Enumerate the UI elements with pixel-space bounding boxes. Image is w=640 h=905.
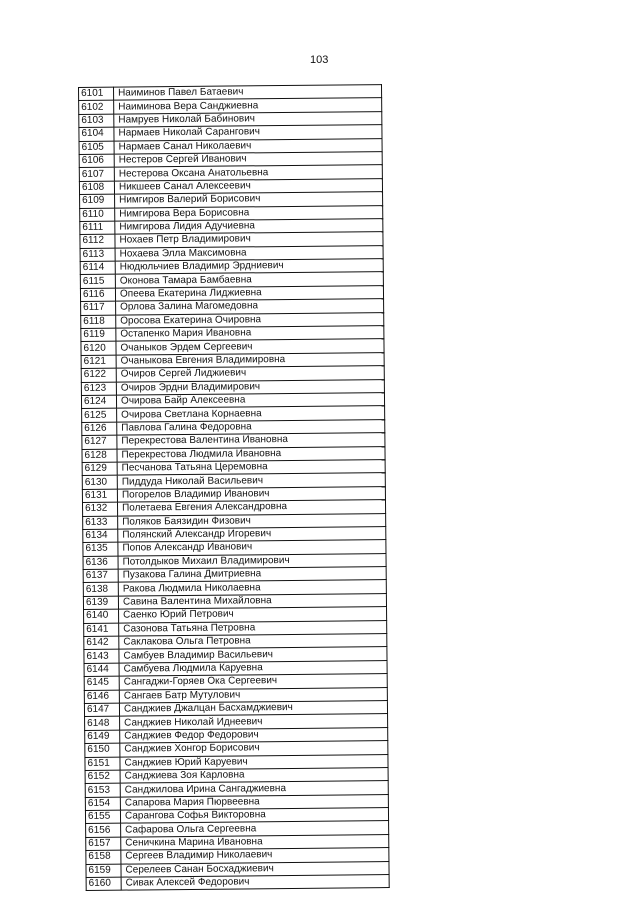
row-number: 6109 <box>80 194 115 208</box>
row-number: 6131 <box>82 489 117 503</box>
row-number: 6156 <box>86 824 121 838</box>
row-number: 6160 <box>86 877 121 891</box>
person-name: Остапенко Мария Ивановна <box>116 326 384 342</box>
person-name: Поляков Баязидин Физович <box>118 513 386 529</box>
person-name: Сангаев Батр Мутулович <box>119 687 387 703</box>
person-name: Оконова Тамара Бамбаевна <box>115 272 383 288</box>
row-number: 6155 <box>85 810 120 824</box>
row-number: 6116 <box>80 288 115 302</box>
person-name: Потолдыков Михаил Владимирович <box>118 553 386 569</box>
row-number: 6120 <box>81 342 116 356</box>
row-number: 6141 <box>84 623 119 637</box>
row-number: 6132 <box>82 502 117 516</box>
person-name: Нестерова Оксана Анатольевна <box>114 165 382 181</box>
row-number: 6106 <box>79 154 114 168</box>
person-name: Попов Александр Иванович <box>118 540 386 556</box>
person-name: Полянский Александр Игоревич <box>118 526 386 542</box>
row-number: 6135 <box>83 542 118 556</box>
row-number: 6136 <box>83 556 118 570</box>
person-name: Опеева Екатерина Лиджиевна <box>115 285 383 301</box>
person-name: Санджиев Федор Федорович <box>120 727 388 743</box>
row-number: 6102 <box>79 101 114 115</box>
person-name: Погорелов Владимир Иванович <box>117 486 385 502</box>
person-name: Перекрестова Людмила Ивановна <box>117 446 385 462</box>
person-name: Нармаев Санал Николаевич <box>114 138 382 154</box>
row-number: 6111 <box>80 221 115 235</box>
person-name: Пузакова Галина Дмитриевна <box>118 567 386 583</box>
row-number: 6110 <box>80 208 115 222</box>
row-number: 6126 <box>82 422 117 436</box>
person-name: Санджиев Николай Иднеевич <box>120 714 388 730</box>
row-number: 6107 <box>79 167 114 181</box>
row-number: 6144 <box>84 663 119 677</box>
person-name: Санджилова Ирина Сангаджиевна <box>120 781 388 797</box>
person-name: Сапарова Мария Пюрвеевна <box>120 794 388 810</box>
row-number: 6143 <box>84 650 119 664</box>
row-number: 6113 <box>80 248 115 262</box>
row-number: 6101 <box>79 87 114 101</box>
row-number: 6122 <box>81 368 116 382</box>
person-name: Нимгирова Вера Борисовна <box>115 205 383 221</box>
person-name: Никшеев Санал Алексеевич <box>114 178 382 194</box>
person-name: Нестеров Сергей Иванович <box>114 152 382 168</box>
row-number: 6139 <box>83 596 118 610</box>
person-name: Очаныков Эрдем Сергеевич <box>116 339 384 355</box>
row-number: 6112 <box>80 234 115 248</box>
person-name: Сангаджи-Горяев Ока Сергеевич <box>119 674 387 690</box>
person-name: Очиров Эрдни Владимирович <box>116 379 384 395</box>
person-name: Нохаева Элла Максимовна <box>115 245 383 261</box>
person-name: Санджиева Зоя Карловна <box>120 767 388 783</box>
row-number: 6152 <box>85 770 120 784</box>
person-name: Очирова Светлана Корнаевна <box>117 406 385 422</box>
person-name: Очиров Сергей Лиджиевич <box>116 366 384 382</box>
person-name: Наиминов Павел Батаевич <box>114 85 382 101</box>
person-name: Ракова Людмила Николаевна <box>118 580 386 596</box>
person-name: Перекрестова Валентина Ивановна <box>117 433 385 449</box>
row-number: 6114 <box>80 261 115 275</box>
row-number: 6151 <box>85 757 120 771</box>
person-name: Очирова Байр Алексеевна <box>116 393 384 409</box>
row-number: 6137 <box>83 569 118 583</box>
person-name: Сергеев Владимир Николаевич <box>121 848 389 864</box>
person-name: Сивак Алексей Федорович <box>121 875 389 891</box>
person-name: Нимгирова Лидия Адучиевна <box>115 218 383 234</box>
row-number: 6147 <box>84 703 119 717</box>
row-number: 6129 <box>82 462 117 476</box>
person-name: Павлова Галина Федоровна <box>117 419 385 435</box>
person-name: Нохаев Петр Владимирович <box>115 232 383 248</box>
row-number: 6134 <box>83 529 118 543</box>
person-name: Орлова Залина Магомедовна <box>116 299 384 315</box>
row-number: 6133 <box>83 516 118 530</box>
row-number: 6158 <box>86 850 121 864</box>
person-name: Савина Валентина Михайловна <box>118 593 386 609</box>
row-number: 6117 <box>81 301 116 315</box>
person-name: Санджиев Джалцан Басхамджиевич <box>119 701 387 717</box>
row-number: 6118 <box>81 315 116 329</box>
row-number: 6104 <box>79 127 114 141</box>
person-name: Сарангова Софья Викторовна <box>120 808 388 824</box>
person-name: Намруев Николай Бабинович <box>114 111 382 127</box>
row-number: 6124 <box>81 395 116 409</box>
row-number: 6128 <box>82 449 117 463</box>
person-name: Нимгиров Валерий Борисович <box>115 192 383 208</box>
person-name: Саенко Юрий Петрович <box>119 607 387 623</box>
row-number: 6125 <box>82 409 117 423</box>
name-list-table <box>78 84 390 891</box>
person-name: Песчанова Татьяна Церемовна <box>117 460 385 476</box>
row-number: 6119 <box>81 328 116 342</box>
page-number: 103 <box>310 54 329 66</box>
person-name: Сеничкина Марина Ивановна <box>121 834 389 850</box>
row-number: 6138 <box>83 583 118 597</box>
row-number: 6146 <box>84 690 119 704</box>
person-name: Саклакова Ольга Петровна <box>119 634 387 650</box>
row-number: 6105 <box>79 141 114 155</box>
person-name: Оросова Екатерина Очировна <box>116 312 384 328</box>
row-number: 6153 <box>85 783 120 797</box>
row-number: 6149 <box>85 730 120 744</box>
person-name: Полетаева Евгения Александровна <box>117 500 385 516</box>
person-name: Самбуев Владимир Васильевич <box>119 647 387 663</box>
row-number: 6103 <box>79 114 114 128</box>
row-number: 6140 <box>84 609 119 623</box>
person-name: Самбуева Людмила Каруевна <box>119 660 387 676</box>
person-name: Санджиев Хонгор Борисович <box>120 741 388 757</box>
row-number: 6121 <box>81 355 116 369</box>
table-body <box>79 85 390 891</box>
person-name: Санджиев Юрий Каруевич <box>120 754 388 770</box>
row-number: 6159 <box>86 864 121 878</box>
row-number: 6150 <box>85 743 120 757</box>
row-number: 6148 <box>85 716 120 730</box>
person-name: Сафарова Ольга Сергеевна <box>121 821 389 837</box>
row-number: 6115 <box>80 275 115 289</box>
person-name: Нюдюльчиев Владимир Эрдниевич <box>115 259 383 275</box>
row-number: 6123 <box>81 382 116 396</box>
row-number: 6127 <box>82 435 117 449</box>
row-number: 6108 <box>79 181 114 195</box>
person-name: Пиддуда Николай Васильевич <box>117 473 385 489</box>
row-number: 6145 <box>84 676 119 690</box>
person-name: Наиминова Вера Санджиевна <box>114 98 382 114</box>
person-name: Сазонова Татьяна Петровна <box>119 620 387 636</box>
row-number: 6157 <box>86 837 121 851</box>
table-row <box>86 875 389 891</box>
person-name: Серелеев Санан Босхаджиевич <box>121 861 389 877</box>
row-number: 6142 <box>84 636 119 650</box>
person-name: Очаныкова Евгения Владимировна <box>116 352 384 368</box>
row-number: 6130 <box>82 475 117 489</box>
row-number: 6154 <box>85 797 120 811</box>
person-name: Нармаев Николай Сарангович <box>114 125 382 141</box>
